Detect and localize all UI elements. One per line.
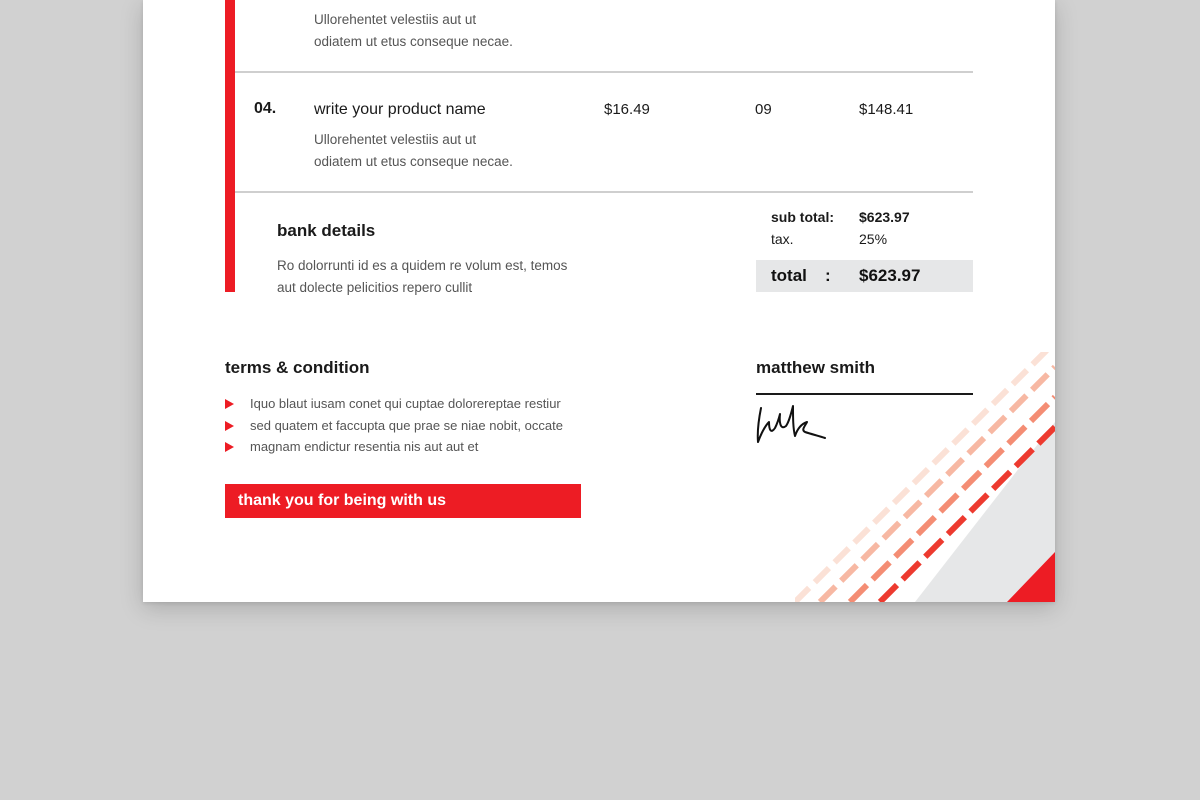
item-4-price: $16.49	[604, 101, 650, 118]
terms-title: terms & condition	[225, 358, 370, 377]
bank-details-line-2: aut dolecte pelicitios repero cullit	[277, 280, 473, 295]
bank-details-title: bank details	[277, 221, 376, 240]
total-label: total	[771, 266, 807, 285]
accent-bar	[225, 0, 235, 292]
triangle-bullet-icon	[225, 399, 234, 409]
terms-item	[225, 418, 585, 436]
row-divider	[235, 191, 973, 193]
item-4-number: 04.	[254, 100, 277, 117]
terms-item-text: Iquo blaut iusam conet qui cuptae dolorereptae restiur	[250, 396, 561, 411]
subtotal-label: sub total:	[771, 209, 834, 225]
thank-you-text: thank you for being with us	[238, 492, 446, 509]
triangle-bullet-icon	[225, 442, 234, 452]
item-4-description-line-2: odiatem ut etus conseque necae.	[314, 154, 513, 169]
decorative-corner-graphic	[795, 352, 1055, 602]
terms-item-text: magnam endictur resentia nis aut aut et	[250, 439, 479, 454]
terms-item	[225, 396, 585, 414]
total-colon: :	[825, 266, 831, 285]
tax-value: 25%	[859, 231, 888, 247]
triangle-bullet-icon	[225, 421, 234, 431]
item-4-name: write your product name	[314, 101, 486, 118]
item-4-total: $148.41	[859, 101, 914, 118]
bank-details-line-1: Ro dolorrunti id es a quidem re volum est, temos	[277, 258, 568, 273]
item-4-description-line-1: Ullorehentet velestiis aut ut	[314, 132, 477, 147]
terms-item-text: sed quatem et faccupta que prae se niae nobit, occate	[250, 418, 563, 433]
signatory-name: matthew smith	[756, 358, 876, 377]
row-divider	[235, 71, 973, 73]
item-4-quantity: 09	[755, 101, 772, 118]
subtotal-value: $623.97	[859, 209, 910, 225]
thank-you-banner	[225, 484, 581, 518]
total-value: $623.97	[859, 266, 921, 285]
item-3-description-line-1: Ullorehentet velestiis aut ut	[314, 12, 477, 27]
item-3-description-line-2: odiatem ut etus conseque necae.	[314, 34, 513, 49]
terms-item	[225, 439, 585, 457]
tax-label: tax.	[771, 231, 794, 247]
invoice-page	[143, 0, 1055, 602]
